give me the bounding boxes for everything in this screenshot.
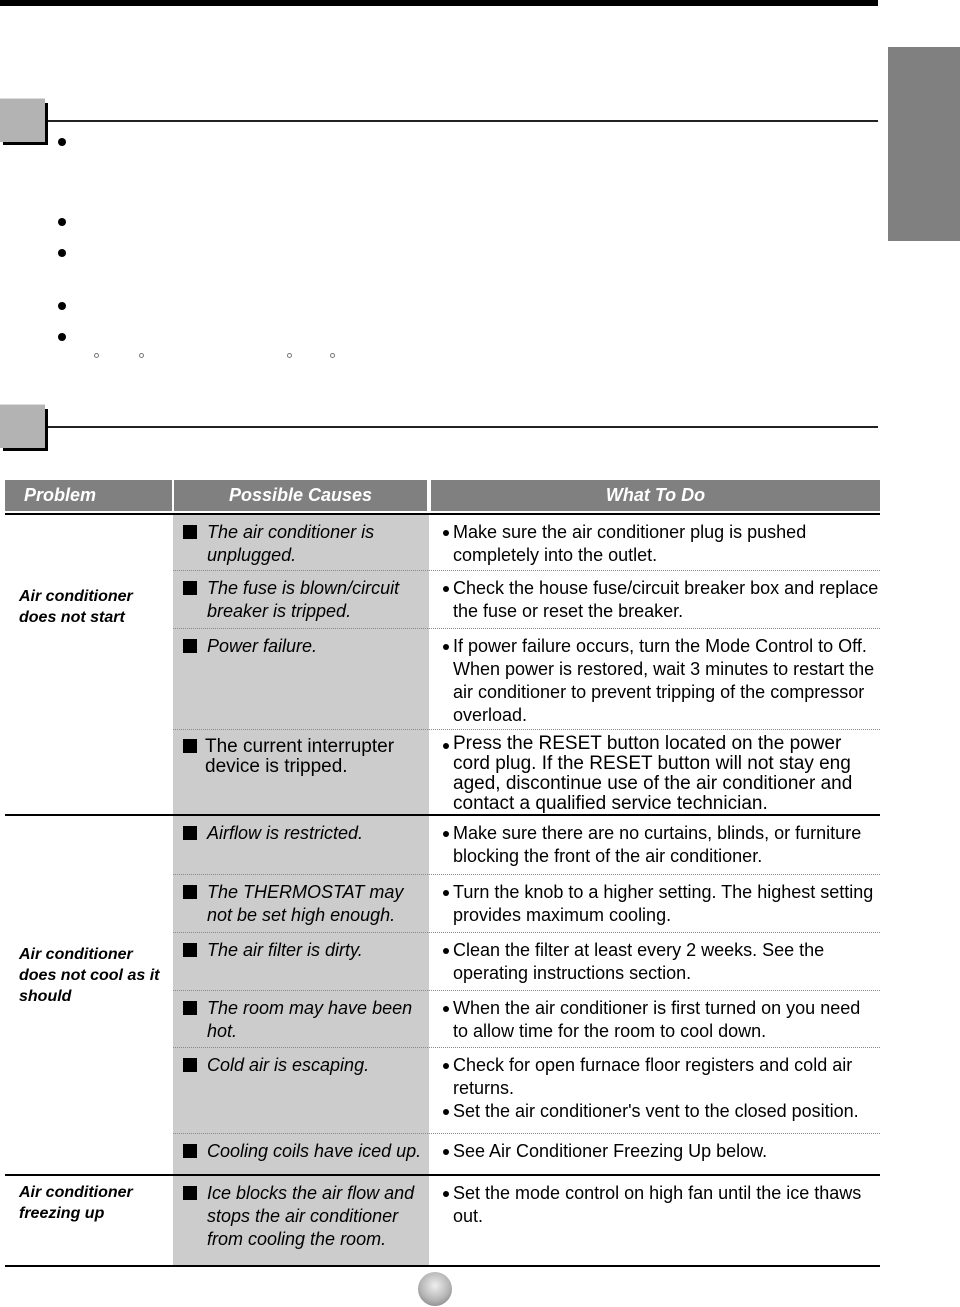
table-row (173, 515, 880, 571)
bullet-icon (443, 1149, 449, 1155)
action-cell: If power failure occurs, turn the Mode Control to Off. When power is restored, wait 3 minutes to restart the air conditioner to prevent tripping of the compressor overload. (429, 629, 880, 729)
cause-cell: Power failure. (173, 629, 429, 729)
table-row (173, 991, 880, 1048)
action-cell: See Air Conditioner Freezing Up below. (429, 1134, 880, 1174)
cause-cell: The current interrupter device is tripped. (173, 730, 429, 814)
table-row (173, 571, 880, 629)
degree-mark (94, 353, 99, 358)
degree-mark (287, 353, 292, 358)
square-bullet-icon (183, 639, 197, 653)
problem-label: Air conditioner does not cool as it should (19, 946, 160, 1005)
cause-cell: Cold air is escaping. (173, 1048, 429, 1133)
intro-bullet-1 (58, 138, 66, 146)
page-number-badge (418, 1272, 452, 1306)
table-row (173, 933, 880, 991)
table-bottom-rule (5, 1265, 880, 1267)
action-cell: Set the mode control on high fan until the ice thaws out. (429, 1176, 880, 1265)
bullet-icon (443, 530, 449, 536)
bullet-icon (443, 586, 449, 592)
section-marker-1 (0, 98, 48, 146)
intro-bullet-2 (58, 218, 66, 226)
bullet-icon (443, 890, 449, 896)
action-cell: Press the RESET button located on the power cord plug. If the RESET button will not stay eng aged, discontinue use of the air conditioner and contact a qualified service technician. (429, 730, 880, 814)
square-bullet-icon (183, 739, 197, 753)
table-row (173, 730, 880, 814)
bullet-icon (443, 1063, 449, 1069)
bullet-icon (443, 1109, 449, 1115)
section-rule-2 (48, 426, 878, 428)
cause-cell: The air conditioner is unplugged. (173, 515, 429, 570)
action-cell: When the air conditioner is first turned on you need to allow time for the room to cool down. (429, 991, 880, 1047)
intro-bullet-3 (58, 249, 66, 257)
square-bullet-icon (183, 1186, 197, 1200)
cause-cell: Airflow is restricted. (173, 816, 429, 874)
column-header-what-to-do: What To Do (431, 480, 880, 511)
square-bullet-icon (183, 581, 197, 595)
column-header-causes: Possible Causes (174, 480, 427, 511)
intro-bullet-5 (58, 333, 66, 341)
square-bullet-icon (183, 826, 197, 840)
bullet-icon (443, 743, 449, 749)
bullet-icon (443, 1006, 449, 1012)
square-bullet-icon (183, 1001, 197, 1015)
section-rule-1 (48, 120, 878, 122)
table-row (173, 629, 880, 730)
problem-label: Air conditioner does not start (19, 588, 133, 626)
table-row (173, 816, 880, 875)
top-rule (0, 0, 878, 6)
column-header-problem: Problem (5, 480, 172, 511)
bullet-icon (443, 1191, 449, 1197)
degree-mark (330, 353, 335, 358)
table-row (173, 1134, 880, 1174)
table-row (173, 1048, 880, 1134)
bullet-icon (443, 644, 449, 650)
action-cell: Make sure there are no curtains, blinds, or furniture blocking the front of the air conditioner. (429, 816, 880, 874)
problem-group-does-not-cool (5, 816, 880, 1174)
action-cell: Make sure the air conditioner plug is pushed completely into the outlet. (429, 515, 880, 570)
table-row (173, 875, 880, 933)
intro-bullet-4 (58, 302, 66, 310)
problem-label: Air conditioner freezing up (19, 1184, 133, 1222)
action-cell: Check for open furnace floor registers and cold air returns. Set the air conditioner's vent to the closed position. (429, 1048, 880, 1133)
degree-mark (139, 353, 144, 358)
section-marker-2 (0, 404, 48, 452)
cause-cell: The air filter is dirty. (173, 933, 429, 990)
problem-group-freezing-up (5, 1176, 880, 1265)
square-bullet-icon (183, 525, 197, 539)
action-cell: Turn the knob to a higher setting. The highest setting provides maximum cooling. (429, 875, 880, 932)
troubleshooting-table-header (5, 480, 880, 511)
action-cell: Clean the filter at least every 2 weeks. See the operating instructions section. (429, 933, 880, 990)
square-bullet-icon (183, 943, 197, 957)
problem-group-does-not-start (5, 515, 880, 814)
action-cell: Check the house fuse/circuit breaker box and replace the fuse or reset the breaker. (429, 571, 880, 628)
cause-cell: The THERMOSTAT may not be set high enough. (173, 875, 429, 932)
bullet-icon (443, 831, 449, 837)
cause-cell: Ice blocks the air flow and stops the air conditioner from cooling the room. (173, 1176, 429, 1265)
square-bullet-icon (183, 1058, 197, 1072)
chapter-side-tab (888, 47, 960, 241)
square-bullet-icon (183, 1144, 197, 1158)
square-bullet-icon (183, 885, 197, 899)
cause-cell: Cooling coils have iced up. (173, 1134, 429, 1174)
cause-cell: The room may have been hot. (173, 991, 429, 1047)
table-row (173, 1176, 880, 1265)
bullet-icon (443, 948, 449, 954)
cause-cell: The fuse is blown/circuit breaker is tripped. (173, 571, 429, 628)
